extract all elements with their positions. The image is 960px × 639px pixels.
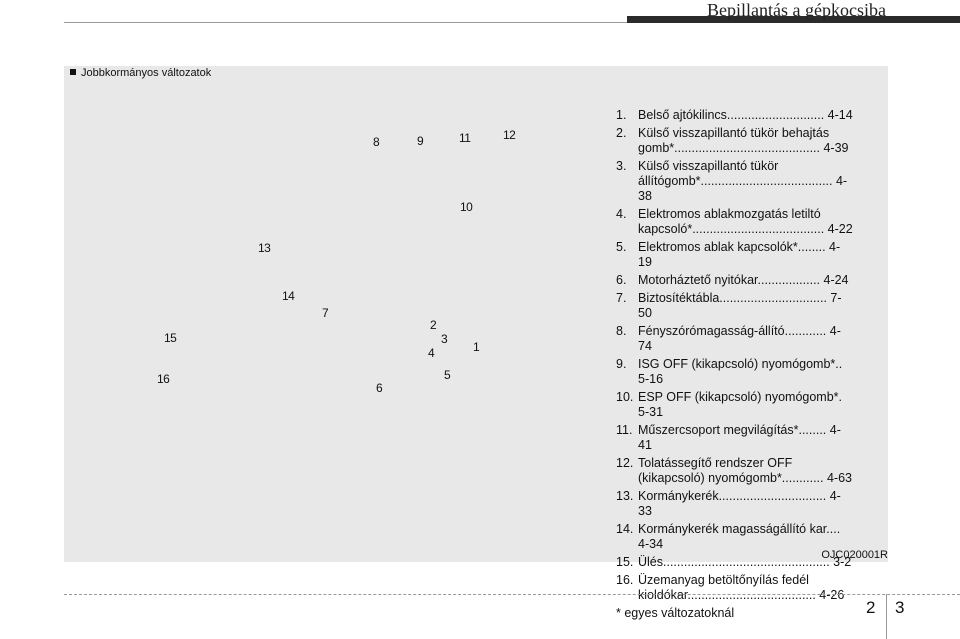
- legend-item-number: 7.: [616, 291, 627, 305]
- legend-item: [616, 159, 854, 204]
- figure-code: OJC020001R: [821, 549, 888, 561]
- legend-item-text: Műszercsoport megvilágítás*........ 4-41: [638, 423, 841, 452]
- legend-item-text: Fényszórómagasság-állító............ 4-74: [638, 324, 841, 353]
- legend-item: [616, 273, 854, 288]
- legend-item-number: 12.: [616, 456, 634, 470]
- legend-item-text: Biztosítéktábla............................... 7-50: [638, 291, 842, 320]
- legend-item-text: Motorháztető nyitókar.................. 4-24: [638, 273, 849, 287]
- callout-6: 6: [376, 381, 383, 395]
- legend-item: [616, 489, 854, 519]
- legend-item: [616, 108, 854, 123]
- callout-15: 15: [164, 331, 177, 345]
- legend-item: [616, 126, 854, 156]
- callout-11: 11: [459, 131, 471, 145]
- legend-item-number: 9.: [616, 357, 627, 371]
- legend-item: [616, 390, 854, 420]
- legend-item: [616, 573, 854, 603]
- callout-16: 16: [157, 372, 170, 386]
- legend-item: [616, 291, 854, 321]
- legend-item: [616, 423, 854, 453]
- legend-item-number: 14.: [616, 522, 634, 536]
- legend-item-number: 6.: [616, 273, 627, 287]
- legend-item-text: Elektromos ablak kapcsolók*........ 4-19: [638, 240, 841, 269]
- callout-7: 7: [322, 306, 329, 320]
- legend-item: [616, 522, 854, 552]
- callout-4: 4: [428, 346, 435, 360]
- bullet-square-icon: [70, 69, 76, 75]
- legend-list: [616, 108, 854, 621]
- legend-item-text: Ülés................................................ 3-2: [638, 555, 852, 569]
- callout-5: 5: [444, 368, 451, 382]
- legend-item-text: Kormánykerék............................... 4-33: [638, 489, 841, 518]
- callout-2: 2: [430, 318, 437, 332]
- callout-10: 10: [460, 200, 473, 214]
- legend-item-text: Külső visszapillantó tükör behajtás gomb*.......................................... 4-39: [638, 126, 849, 155]
- legend-item-number: 4.: [616, 207, 627, 221]
- legend-item-number: 2.: [616, 126, 627, 140]
- legend-item-text: Elektromos ablakmozgatás letiltó kapcsoló*...................................... 4-22: [638, 207, 853, 236]
- legend-item-number: 11.: [616, 423, 633, 437]
- legend-item: [616, 555, 854, 570]
- callout-14: 14: [282, 289, 295, 303]
- page-number: 3: [895, 598, 905, 617]
- callout-1: 1: [473, 340, 480, 354]
- callout-8: 8: [373, 135, 380, 149]
- legend-item: [616, 240, 854, 270]
- legend-item-number: 16.: [616, 573, 634, 587]
- footer-divider: [886, 594, 887, 639]
- legend-item-number: 15.: [616, 555, 634, 569]
- legend-item-number: 13.: [616, 489, 634, 503]
- legend-item: [616, 456, 854, 486]
- legend-item-text: ESP OFF (kikapcsoló) nyomógomb*. 5-31: [638, 390, 843, 419]
- legend-item-text: ISG OFF (kikapcsoló) nyomógomb*.. 5-16: [638, 357, 843, 386]
- legend-item-text: Üzemanyag betöltőnyílás fedél kioldókar..................................... 4-26: [638, 573, 845, 602]
- legend-item-text: Kormánykerék magasságállító kar.... 4-34: [638, 522, 841, 551]
- callout-12: 12: [503, 128, 516, 142]
- legend-item-number: 5.: [616, 240, 627, 254]
- legend-item-text: Belső ajtókilincs............................ 4-14: [638, 108, 853, 122]
- legend-footnote: * egyes változatoknál: [616, 606, 735, 620]
- legend-item-number: 10.: [616, 390, 634, 404]
- page-header-title: Bepillantás a gépkocsiba: [707, 0, 886, 20]
- legend-item-text: Tolatássegítő rendszer OFF (kikapcsoló) nyomógomb*............ 4-63: [638, 456, 852, 485]
- legend-item-text: Külső visszapillantó tükör állítógomb*...................................... 4-38: [638, 159, 848, 203]
- callout-9: 9: [417, 134, 424, 148]
- figure-panel-title-text: Jobbkormányos változatok: [81, 67, 212, 79]
- section-number: 2: [866, 598, 876, 617]
- legend-item: [616, 207, 854, 237]
- legend-item-number: 3.: [616, 159, 627, 173]
- legend-item-number: 8.: [616, 324, 627, 338]
- footer-rule: [64, 594, 960, 595]
- figure-panel-title: [70, 67, 211, 79]
- legend-item-number: 1.: [616, 108, 627, 122]
- callout-13: 13: [258, 241, 271, 255]
- legend-item: [616, 357, 854, 387]
- legend-item: [616, 324, 854, 354]
- callout-3: 3: [441, 332, 448, 346]
